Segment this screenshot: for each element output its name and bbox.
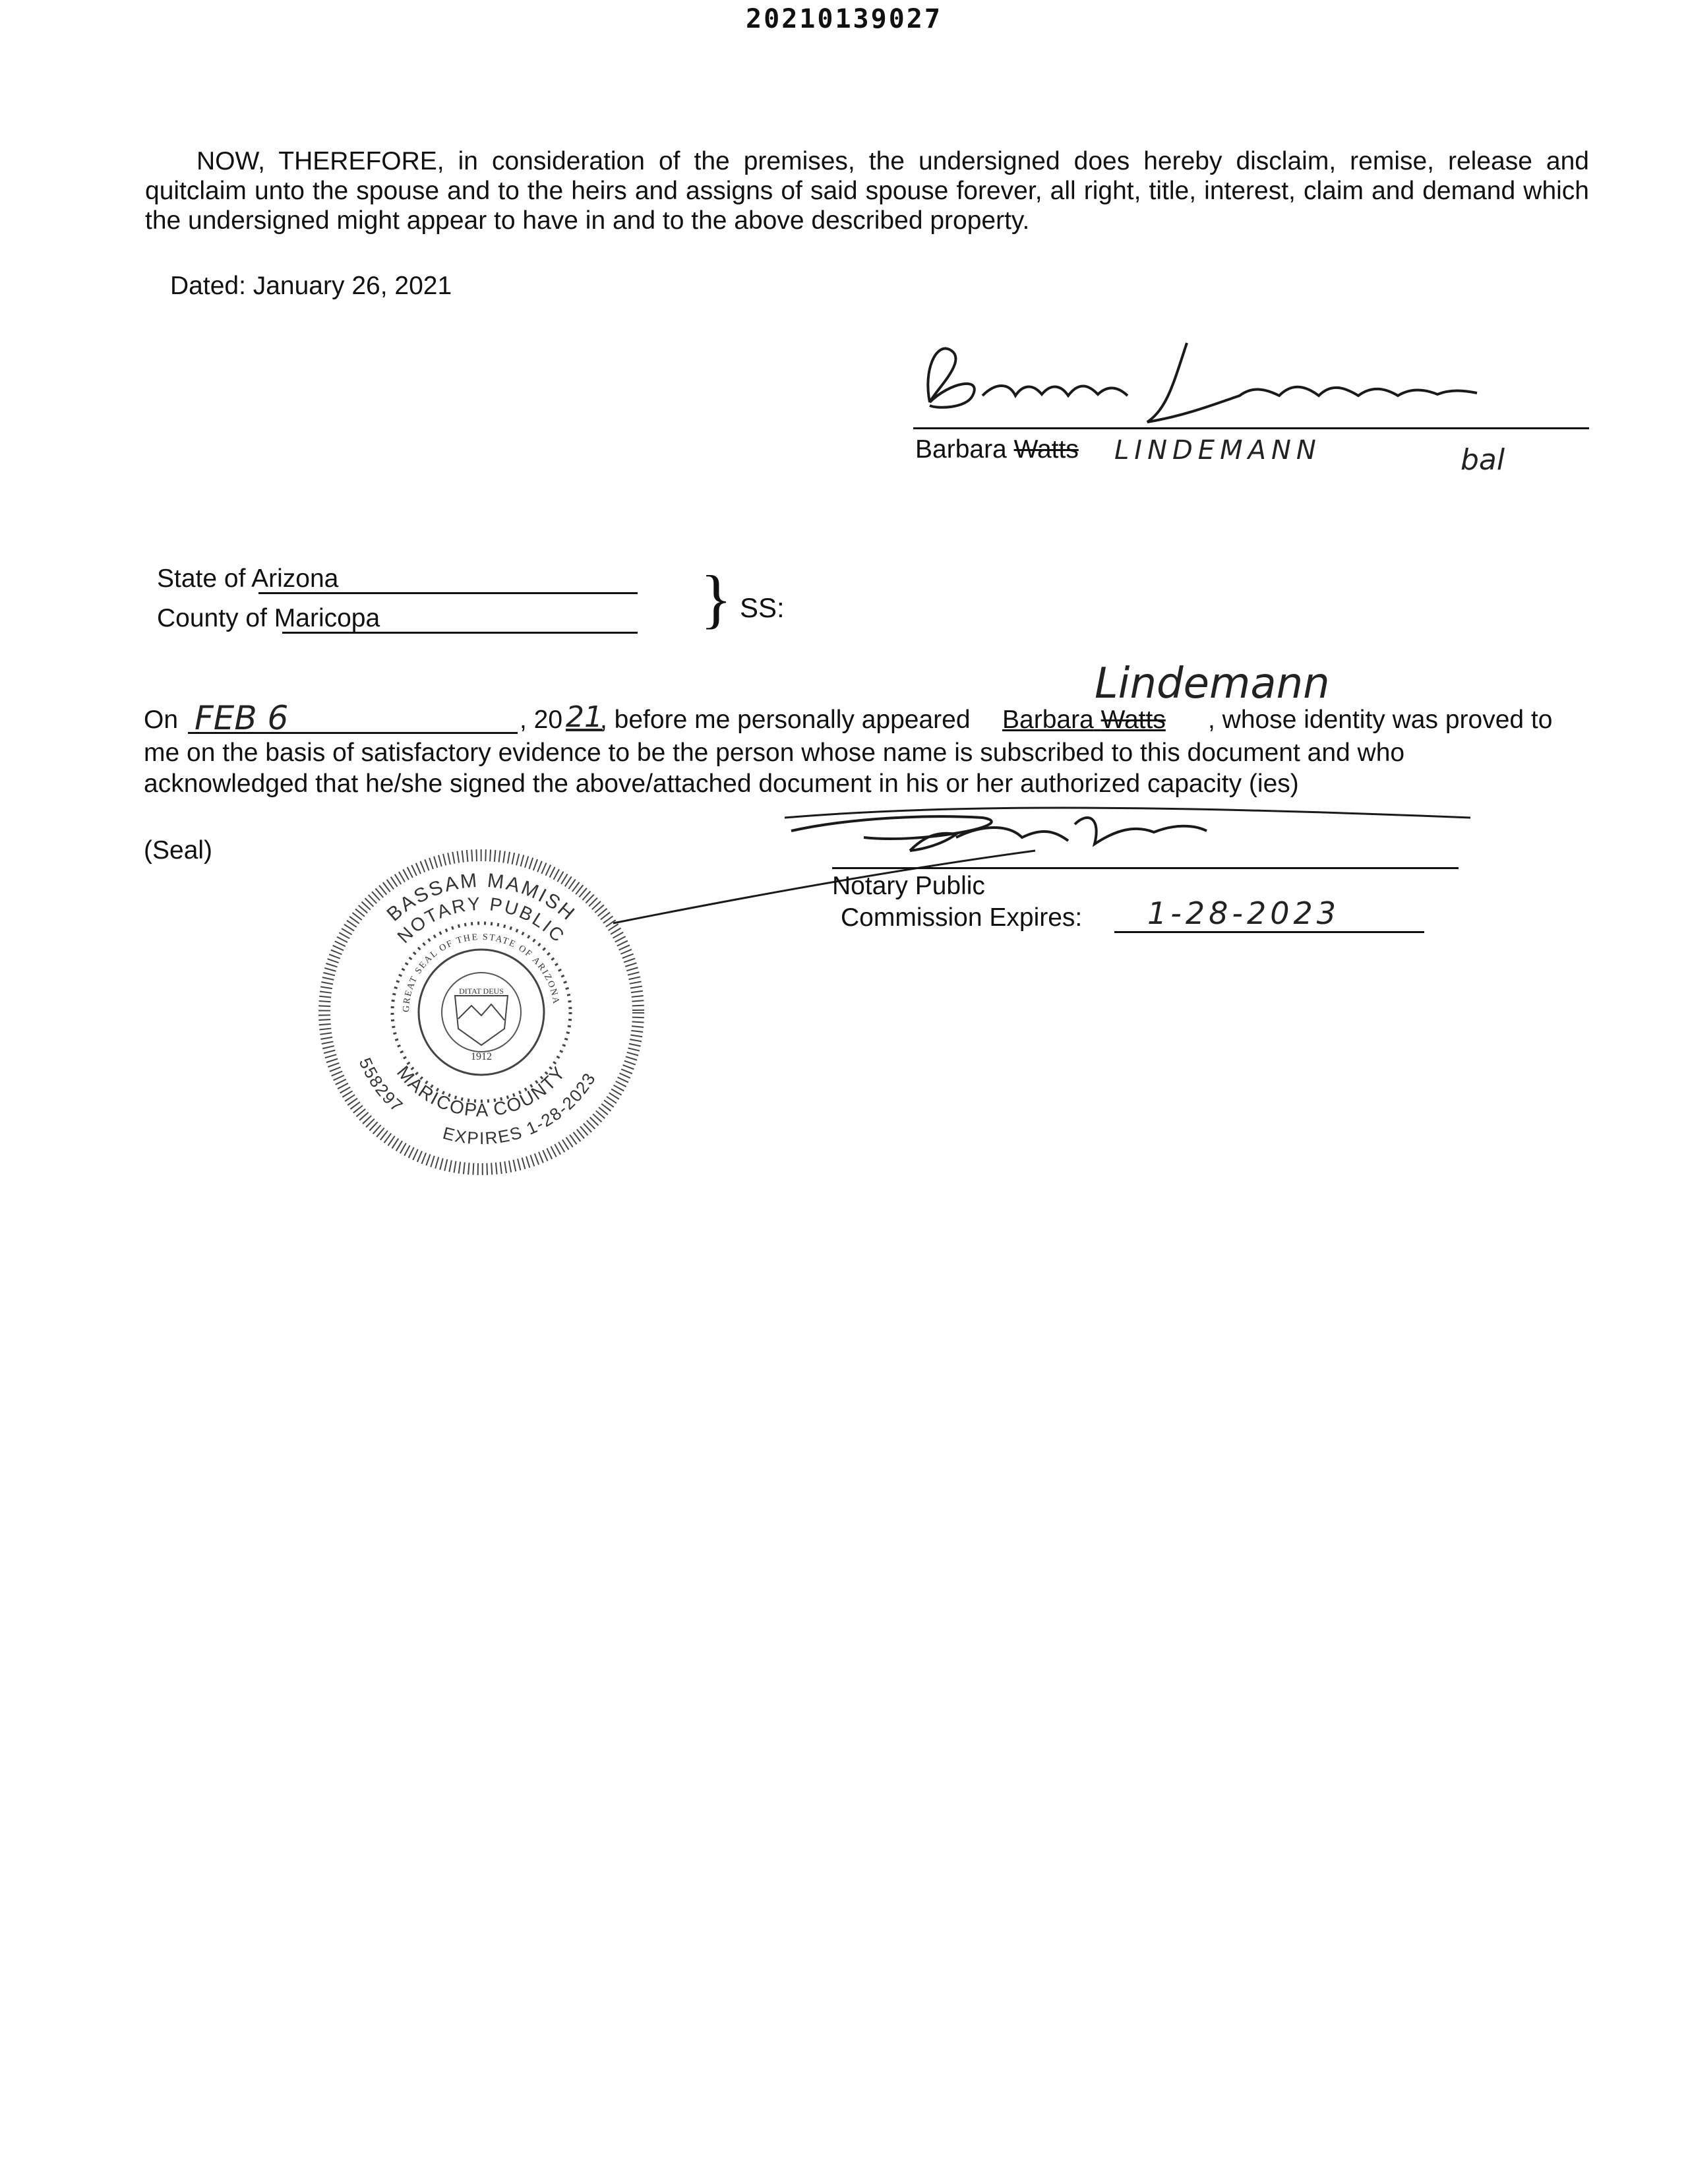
notary-signature-line: [832, 867, 1459, 869]
body-paragraph: [145, 146, 1589, 235]
notary-seal-commission-number: 558297: [355, 1054, 407, 1117]
notary-seal-county: MARICOPA COUNTY: [392, 1062, 570, 1121]
signer-first-name: Barbara: [915, 435, 1007, 464]
venue-ss: SS:: [740, 592, 785, 623]
notary-seal-role: NOTARY PUBLIC: [393, 893, 570, 948]
venue-county-line: [282, 632, 638, 634]
signer-struck-surname: Watts: [1013, 435, 1079, 464]
venue-state-value: Arizona: [251, 564, 339, 593]
ack-name-struck: Watts: [1100, 706, 1166, 734]
venue-county-label: County of: [157, 604, 267, 632]
ack-year-prefix: , 20: [520, 706, 563, 734]
venue-state-line: [258, 592, 638, 594]
ack-text-before-name: , before me personally appeared: [600, 706, 971, 734]
seal-label: (Seal): [144, 836, 213, 864]
ack-line3: acknowledged that he/she signed the above/attached document in his or her authorized capacity (ies): [144, 770, 1299, 798]
notary-commission-label: Commission Expires:: [841, 903, 1083, 932]
recording-number: 20210139027: [746, 4, 942, 34]
ack-date-line: [188, 732, 518, 734]
venue-brace: }: [700, 562, 732, 635]
notary-seal-inner-text: GREAT SEAL OF THE STATE OF ARIZONA: [401, 932, 561, 1013]
notary-title: Notary Public: [832, 872, 985, 900]
signer-printed-name: [915, 435, 1079, 464]
ack-line2: me on the basis of satisfactory evidence to be the person whose name is subscribed to this document and who: [144, 739, 1405, 767]
signer-handwritten-surname: LINDEMANN: [1114, 435, 1321, 466]
notary-commission-date: 1-28-2023: [1147, 895, 1341, 931]
venue-county-value: Maricopa: [274, 604, 380, 632]
svg-text:558297: [355, 1055, 407, 1117]
ack-name-first: Barbara: [1002, 706, 1094, 734]
ack-name: [1002, 706, 1166, 735]
venue-county: [157, 604, 380, 633]
notary-seal-name: BASSAM MAMISH: [382, 869, 580, 926]
signer-signature: [910, 330, 1517, 429]
dated-line: Dated: January 26, 2021: [170, 272, 452, 300]
notary-seal-expires: EXPIRES 1-28-2023: [440, 1068, 600, 1149]
ack-date-handwritten: FEB 6: [195, 699, 289, 737]
ack-name-insert: Lindemann: [1095, 659, 1330, 708]
ack-year-handwritten: 21: [566, 700, 603, 734]
notary-commission-line: [1114, 931, 1424, 933]
signer-signature-line: [913, 427, 1589, 429]
ack-on-label: On: [144, 706, 179, 734]
signer-initials: bal: [1461, 443, 1505, 477]
venue-state: [157, 564, 338, 593]
ack-text-after-name: , whose identity was proved to: [1208, 706, 1553, 734]
notary-seal-year: 1912: [471, 1051, 492, 1062]
body-paragraph-text: NOW, THEREFORE, in consideration of the premises, the undersigned does hereby disclaim, remise, release and quitclaim unto the spouse and to the heirs and assigns of said spouse forever, all right, title, interest, claim and demand which the undersigned might appear to have in and to the above described property.: [145, 147, 1589, 235]
notary-seal-stamp: [316, 847, 646, 1177]
notary-seal-motto: DITAT DEUS: [459, 986, 504, 996]
venue-state-label: State of: [157, 564, 246, 593]
